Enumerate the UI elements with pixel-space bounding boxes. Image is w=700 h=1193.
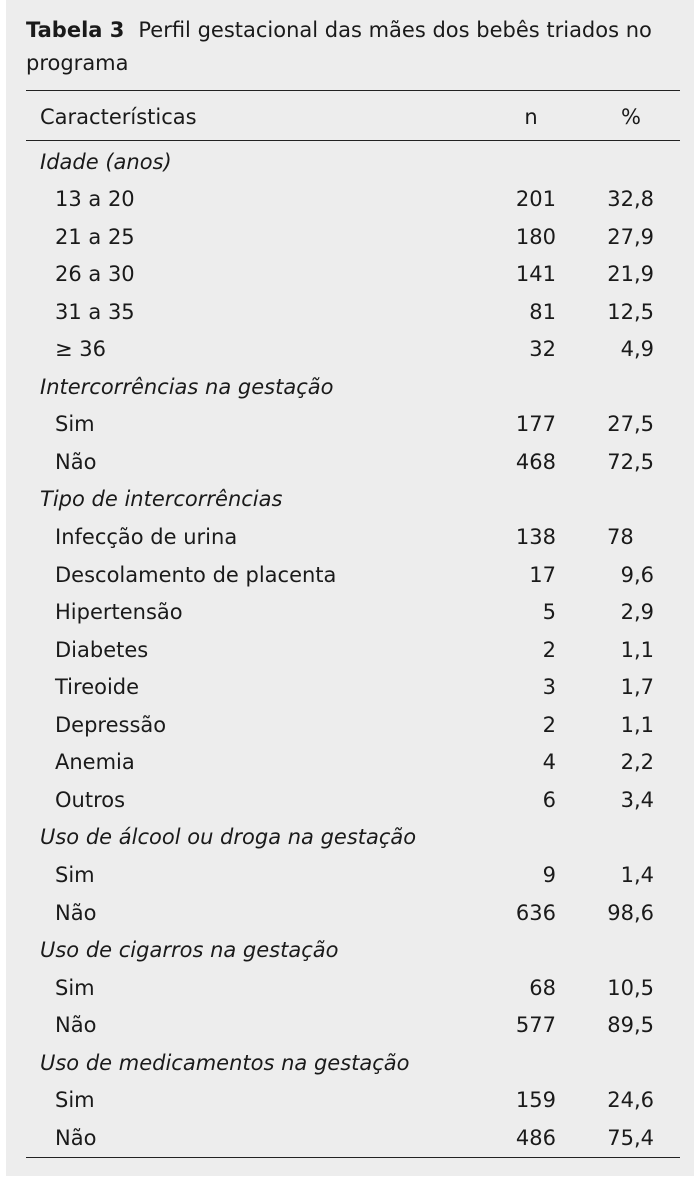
group-label: Idade (anos): [40, 149, 172, 174]
row-percent-value: 4,9: [620, 337, 654, 362]
row-n-value: 2: [542, 712, 556, 737]
row-percent-value: 1,4: [620, 862, 654, 887]
table-row: [26, 1120, 680, 1158]
row-percent-value: 78: [607, 525, 634, 549]
row-percent-value: 2,9: [620, 600, 654, 625]
row-percent-value: 1,1: [620, 712, 654, 737]
row-percent-value: 1,7: [620, 675, 654, 700]
table-row: [26, 857, 680, 895]
table-row: [26, 331, 680, 369]
group-label: Intercorrências na gestação: [40, 374, 334, 399]
row-n-value: 180: [515, 224, 556, 249]
group-label: Uso de cigarros na gestação: [40, 938, 339, 963]
row-percent-value: 9,6: [620, 562, 654, 587]
row-label: Infecção de urina: [55, 525, 238, 549]
row-label: Hipertensão: [55, 600, 183, 625]
top-rule: [26, 90, 680, 91]
row-label: Não: [55, 900, 97, 925]
header-percent: %: [621, 105, 641, 129]
table-row: [26, 970, 680, 1008]
row-label: Sim: [55, 1088, 95, 1113]
row-n-value: 201: [515, 187, 556, 212]
row-n-value: 636: [515, 900, 556, 925]
table-title: Perfil gestacional das mães dos bebês triados no programa: [26, 18, 652, 75]
row-label: Não: [55, 1125, 97, 1150]
group-heading-row: [26, 481, 680, 519]
row-n-value: 4: [542, 750, 556, 775]
table-row: [26, 519, 680, 557]
row-label: 21 a 25: [55, 224, 135, 249]
row-label: Sim: [55, 862, 95, 887]
header-rule: [26, 140, 680, 141]
header-characteristics: Características: [40, 105, 197, 129]
table-row: [26, 256, 680, 294]
group-heading-row: [26, 932, 680, 970]
group-label: Uso de medicamentos na gestação: [40, 1050, 410, 1075]
row-label: Sim: [55, 412, 95, 437]
row-n-value: 17: [529, 562, 556, 587]
table-row: [26, 444, 680, 482]
row-n-value: 3: [542, 675, 556, 700]
row-percent-value: 32,8: [607, 187, 654, 212]
row-label: Anemia: [55, 750, 135, 775]
row-percent-value: 72,5: [607, 449, 654, 474]
row-n-value: 32: [529, 337, 556, 362]
table-row: [26, 782, 680, 820]
table-header: [26, 98, 680, 136]
row-label: Tireoide: [55, 675, 140, 700]
row-label: 13 a 20: [55, 187, 135, 212]
table-row: [26, 632, 680, 670]
row-n-value: 138: [515, 525, 556, 549]
row-n-value: 9: [542, 862, 556, 887]
table-row: [26, 707, 680, 745]
row-percent-value: 10,5: [607, 975, 654, 1000]
row-n-value: 6: [542, 787, 556, 812]
row-n-value: 177: [515, 412, 556, 437]
row-label: Não: [55, 449, 97, 474]
row-n-value: 5: [542, 600, 556, 625]
row-percent-value: 2,2: [620, 750, 654, 775]
row-percent-value: 89,5: [607, 1013, 654, 1038]
row-label: Diabetes: [55, 637, 149, 662]
row-percent-value: 98,6: [607, 900, 654, 925]
header-n: n: [524, 105, 538, 129]
table-row: [26, 557, 680, 595]
group-label: Tipo de intercorrências: [40, 487, 283, 512]
row-n-value: 2: [542, 637, 556, 662]
row-percent-value: 27,9: [607, 224, 654, 249]
row-n-value: 577: [515, 1013, 556, 1038]
table-number: Tabela 3: [26, 18, 125, 42]
row-label: Não: [55, 1013, 97, 1038]
row-n-value: 486: [515, 1125, 556, 1150]
group-heading-row: [26, 144, 680, 182]
row-n-value: 159: [515, 1088, 556, 1113]
table-row: [26, 1007, 680, 1045]
group-heading-row: [26, 369, 680, 407]
row-percent-value: 27,5: [607, 412, 654, 437]
table-row: [26, 294, 680, 332]
row-label: 31 a 35: [55, 299, 135, 324]
row-label: Outros: [55, 787, 126, 812]
row-n-value: 68: [529, 975, 556, 1000]
row-percent-value: 75,4: [607, 1125, 654, 1150]
row-label: Descolamento de placenta: [55, 562, 337, 587]
table-row: [26, 219, 680, 257]
row-percent-value: 1,1: [620, 637, 654, 662]
row-label: Sim: [55, 975, 95, 1000]
table-row: [26, 744, 680, 782]
row-n-value: 141: [515, 262, 556, 287]
table-row: [26, 406, 680, 444]
table-row: [26, 1082, 680, 1120]
table-row: [26, 594, 680, 632]
table-row: [26, 895, 680, 933]
bottom-rule: [26, 1157, 680, 1158]
table-caption: [26, 14, 686, 80]
row-n-value: 81: [529, 299, 556, 324]
row-label: ≥ 36: [55, 337, 106, 362]
group-label: Uso de álcool ou droga na gestação: [40, 825, 417, 850]
row-label: Depressão: [55, 712, 167, 737]
row-percent-value: 21,9: [607, 262, 654, 287]
row-percent-value: 24,6: [607, 1088, 654, 1113]
table-row: [26, 181, 680, 219]
group-heading-row: [26, 819, 680, 857]
row-n-value: 468: [515, 449, 556, 474]
group-heading-row: [26, 1045, 680, 1083]
row-label: 26 a 30: [55, 262, 135, 287]
table-panel: [6, 0, 694, 1176]
row-percent-value: 3,4: [620, 787, 654, 812]
row-percent-value: 12,5: [607, 299, 654, 324]
table-row: [26, 669, 680, 707]
